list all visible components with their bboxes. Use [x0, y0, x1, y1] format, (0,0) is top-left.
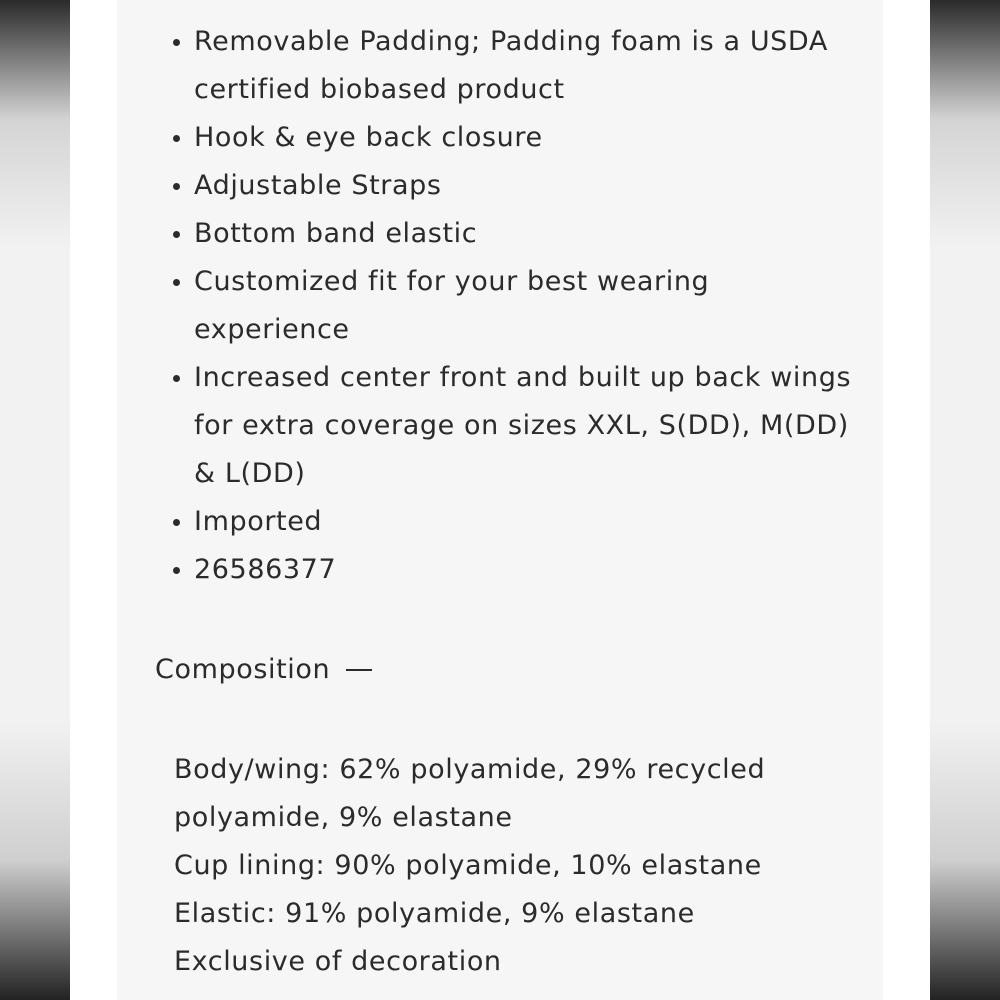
- feature-text: Bottom band elastic: [194, 218, 478, 249]
- bullet-icon: [173, 39, 180, 46]
- feature-text: Hook & eye back closure: [194, 122, 543, 153]
- list-item: [173, 114, 853, 162]
- feature-text: Imported: [194, 506, 323, 537]
- product-features-list: [173, 18, 853, 594]
- bullet-icon: [173, 279, 180, 286]
- composition-line: Body/wing: 62% polyamide, 29% recycled polyamide, 9% elastane: [174, 754, 766, 833]
- list-item: [173, 354, 853, 498]
- bullet-icon: [173, 519, 180, 526]
- bullet-icon: [173, 375, 180, 382]
- composition-line: Elastic: 91% polyamide, 9% elastane: [174, 898, 695, 929]
- bullet-icon: [173, 135, 180, 142]
- left-blur-border: [0, 0, 70, 1000]
- bullet-icon: [173, 231, 180, 238]
- feature-text: Increased center front and built up back wings for extra coverage on sizes XXL, S(DD), M(DD) & L(DD): [194, 362, 852, 489]
- list-item: [173, 18, 853, 114]
- product-details-panel: [117, 0, 883, 1000]
- minus-icon: [346, 669, 372, 671]
- feature-text: 26586377: [194, 554, 337, 585]
- composition-line: Cup lining: 90% polyamide, 10% elastane: [174, 850, 762, 881]
- list-item: [173, 258, 853, 354]
- composition-accordion-toggle[interactable]: [155, 646, 372, 694]
- list-item: [173, 210, 853, 258]
- right-blur-border: [930, 0, 1000, 1000]
- composition-title: Composition: [155, 654, 331, 685]
- feature-text: Removable Padding; Padding foam is a USDA certified biobased product: [194, 26, 828, 105]
- list-item: [173, 546, 853, 594]
- feature-text: Customized fit for your best wearing experience: [194, 266, 710, 345]
- list-item: [173, 498, 853, 546]
- composition-content: [174, 746, 834, 986]
- feature-text: Adjustable Straps: [194, 170, 442, 201]
- bullet-icon: [173, 183, 180, 190]
- composition-line: Exclusive of decoration: [174, 946, 502, 977]
- bullet-icon: [173, 567, 180, 574]
- list-item: [173, 162, 853, 210]
